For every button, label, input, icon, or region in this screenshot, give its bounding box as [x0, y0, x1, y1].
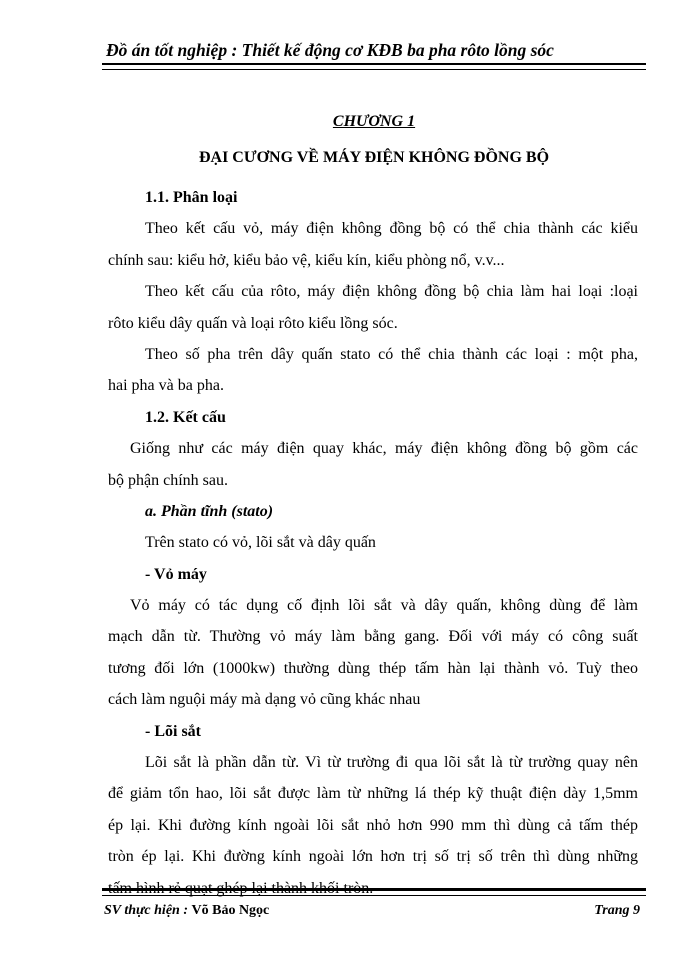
- text-line: tương đối lớn (1000kw) thường dùng thép tấm hàn lại thành vỏ. Tuỳ theo: [108, 659, 638, 677]
- text-line: Giống như các máy điện quay khác, máy điện không đồng bộ gồm các: [130, 440, 638, 458]
- section-heading: 1.2. Kết cấu: [145, 408, 226, 426]
- text-line: tròn ép lại. Khi đường kính ngoài lớn hơn trị số trị số trên thì dùng những: [108, 848, 638, 866]
- student-label: SV thực hiện :: [104, 903, 188, 918]
- body-text: [108, 182, 638, 904]
- text-line: Lõi sắt là phần dẫn từ. Vì từ trường đi qua lõi sắt là từ trường quay nên: [145, 754, 638, 772]
- text-line: cách làm nguội máy mà dạng vỏ cũng khác nhau: [108, 691, 421, 709]
- text-line: bộ phận chính sau.: [108, 471, 228, 489]
- student-name: Võ Bảo Ngọc: [191, 903, 270, 918]
- item-heading: - Lõi sắt: [145, 722, 201, 740]
- text-line: rôto kiểu dây quấn và loại rôto kiểu lồng sóc.: [108, 314, 398, 332]
- text-line: tấm hình rẻ quạt ghép lại thành khối tròn.: [108, 879, 374, 897]
- footer-rule: [102, 888, 646, 896]
- text-line: ép lại. Khi đường kính ngoài lõi sắt nhỏ hơn 990 mm thì dùng cả tấm thép: [108, 816, 638, 834]
- text-line: Theo kết cấu của rôto, máy điện không đồng bộ chia làm hai loại :loại: [145, 283, 638, 301]
- chapter-title: ĐẠI CƯƠNG VỀ MÁY ĐIỆN KHÔNG ĐỒNG BỘ: [198, 149, 550, 166]
- chapter-label: CHƯƠNG 1: [332, 113, 416, 130]
- page-header-title: Đồ án tốt nghiệp : Thiết kế động cơ KĐB ba pha rôto lồng sóc: [106, 40, 554, 60]
- section-heading: 1.1. Phân loại: [145, 189, 238, 206]
- text-line: chính sau: kiểu hở, kiểu bảo vệ, kiểu kín, kiểu phòng nổ, v.v...: [108, 251, 505, 269]
- text-line: Vỏ máy có tác dụng cố định lõi sắt và dây quấn, không dùng để làm: [130, 597, 638, 615]
- page-number: Trang 9: [594, 903, 640, 918]
- header-rule: [102, 63, 646, 70]
- text-line: Theo kết cấu vỏ, máy điện không đồng bộ có thể chia thành các kiểu: [145, 220, 638, 238]
- subsection-heading: a. Phần tĩnh (stato): [145, 502, 274, 520]
- item-heading: - Vỏ máy: [145, 565, 207, 583]
- text-line: để giảm tổn hao, lõi sắt được làm từ những lá thép kỹ thuật điện dày 1,5mm: [108, 785, 638, 803]
- text-line: hai pha và ba pha.: [108, 377, 224, 395]
- footer-student: [104, 903, 269, 919]
- text-line: Trên stato có vỏ, lõi sắt và dây quấn: [145, 534, 376, 552]
- text-line: mạch dẫn từ. Thường vỏ máy làm bằng gang. Đối với máy có công suất: [108, 628, 638, 646]
- text-line: Theo số pha trên dây quấn stato có thể chia thành các loại : một pha,: [145, 345, 638, 363]
